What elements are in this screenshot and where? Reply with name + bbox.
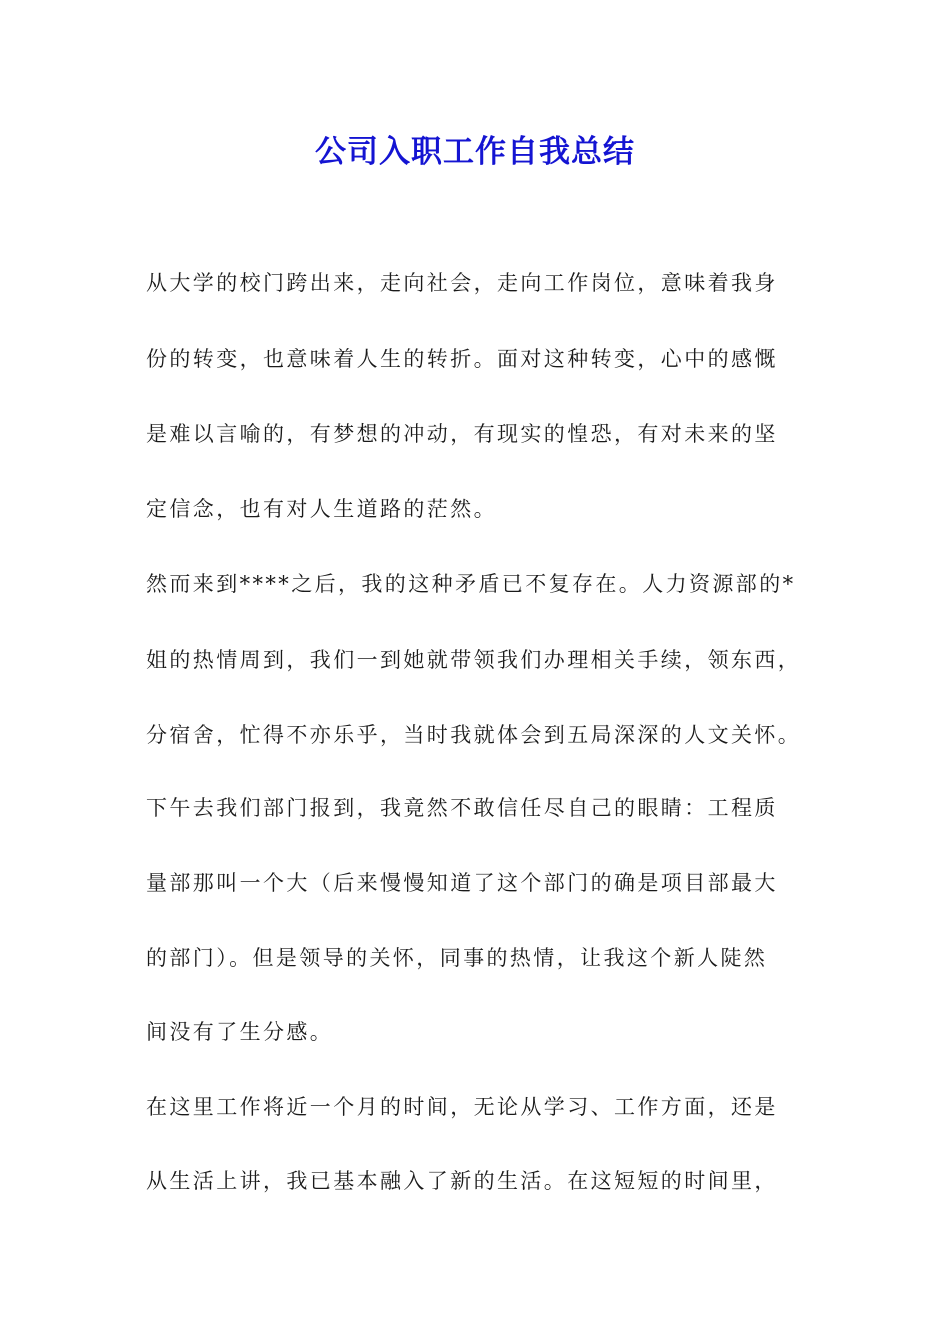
body-line-8: 下午去我们部门报到，我竟然不敢信任尽自己的眼睛：工程质 [146, 796, 778, 820]
body-line-12: 在这里工作将近一个月的时间，无论从学习、工作方面，还是 [146, 1095, 778, 1119]
body-line-2: 份的转变，也意味着人生的转折。面对这种转变，心中的感慨 [146, 347, 778, 371]
body-line-6: 姐的热情周到，我们一到她就带领我们办理相关手续，领东西， [146, 648, 802, 672]
document-title: 公司入职工作自我总结 [315, 134, 635, 170]
body-line-10: 的部门）。但是领导的关怀，同事的热情，让我这个新人陡然 [146, 946, 768, 970]
body-line-4: 定信念，也有对人生道路的茫然。 [146, 497, 497, 521]
body-line-13: 从生活上讲，我已基本融入了新的生活。在这短短的时间里， [146, 1169, 778, 1193]
body-line-3: 是难以言喻的，有梦想的冲动，有现实的惶恐，有对未来的坚 [146, 422, 778, 446]
body-line-9: 量部那叫一个大（后来慢慢知道了这个部门的确是项目部最大 [146, 871, 778, 895]
body-line-5: 然而来到****之后，我的这种矛盾已不复存在。人力资源部的* [146, 572, 796, 596]
body-line-7: 分宿舍，忙得不亦乐乎，当时我就体会到五局深深的人文关怀。 [146, 723, 802, 747]
body-line-11: 间没有了生分感。 [146, 1020, 334, 1044]
body-line-1: 从大学的校门跨出来，走向社会，走向工作岗位，意味着我身 [146, 271, 778, 295]
